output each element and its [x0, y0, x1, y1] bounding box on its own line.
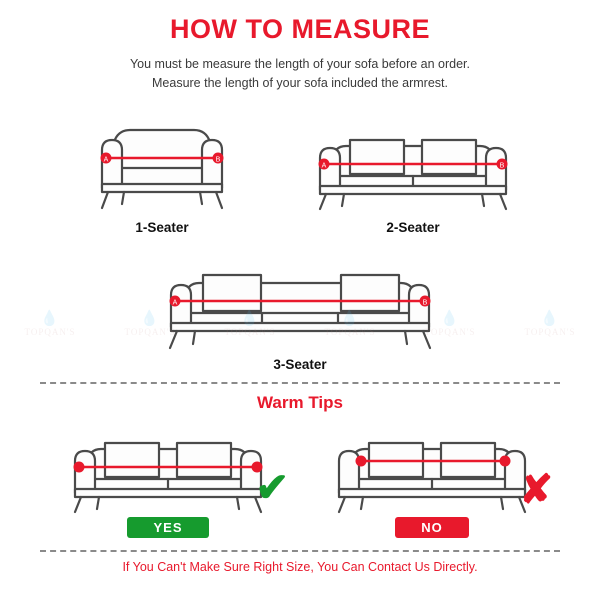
svg-text:A: A	[172, 299, 178, 307]
svg-text:A: A	[321, 162, 327, 170]
sofa-row-top	[0, 106, 600, 235]
flame-icon: 💧	[540, 310, 560, 327]
subtitle-block	[0, 55, 600, 92]
page-title: HOW TO MEASURE	[169, 14, 430, 44]
badge-no: NO	[395, 517, 469, 538]
tip-incorrect	[317, 415, 553, 538]
sofa-incorrect-illustration	[317, 415, 547, 515]
sofa-label-1-seater: 1-Seater	[135, 220, 189, 236]
watermark: 💧 TOPQAN'S	[24, 310, 76, 337]
warm-tips-heading: Warm Tips	[257, 393, 343, 413]
watermark: 💧 TOPQAN'S	[524, 310, 576, 337]
divider-top	[40, 382, 560, 384]
footer-note: If You Can't Make Sure Right Size, You Can Contact Us Directly.	[122, 560, 478, 575]
watermark: 💧 TOPQAN'S	[424, 310, 476, 337]
divider-bottom	[40, 550, 560, 552]
flame-icon: 💧	[440, 310, 460, 327]
flame-icon: 💧	[140, 310, 160, 327]
sofa-2-seater-illustration	[298, 106, 528, 216]
svg-text:B: B	[499, 162, 505, 170]
tips-row	[0, 415, 600, 538]
sofa-diagram-1-seater	[72, 106, 252, 235]
svg-text:B: B	[422, 299, 428, 307]
sofa-diagram-2-seater	[298, 106, 528, 235]
sofa-1-seater-illustration	[72, 106, 252, 216]
check-mark-icon: ✔	[255, 466, 289, 511]
subtitle-line-1: You must be measure the length of your sofa before an order.	[129, 57, 471, 71]
sofa-diagram-3-seater	[145, 241, 455, 372]
badge-yes: YES	[127, 517, 208, 538]
sofa-label-2-seater: 2-Seater	[386, 220, 440, 236]
sofa-label-3-seater: 3-Seater	[273, 357, 327, 373]
watermark: 💧 TOPQAN'S	[124, 310, 176, 337]
svg-text:A: A	[103, 156, 109, 164]
how-to-measure-infographic	[0, 14, 600, 614]
sofa-row-middle	[0, 241, 600, 372]
cross-mark-icon: ✘	[519, 468, 553, 513]
flame-icon: 💧	[40, 310, 60, 327]
sofa-correct-illustration	[53, 415, 283, 515]
svg-text:B: B	[215, 156, 221, 164]
subtitle-line-2: Measure the length of your sofa included the armrest.	[152, 76, 448, 91]
tip-correct	[53, 415, 289, 538]
sofa-3-seater-illustration	[145, 241, 455, 353]
